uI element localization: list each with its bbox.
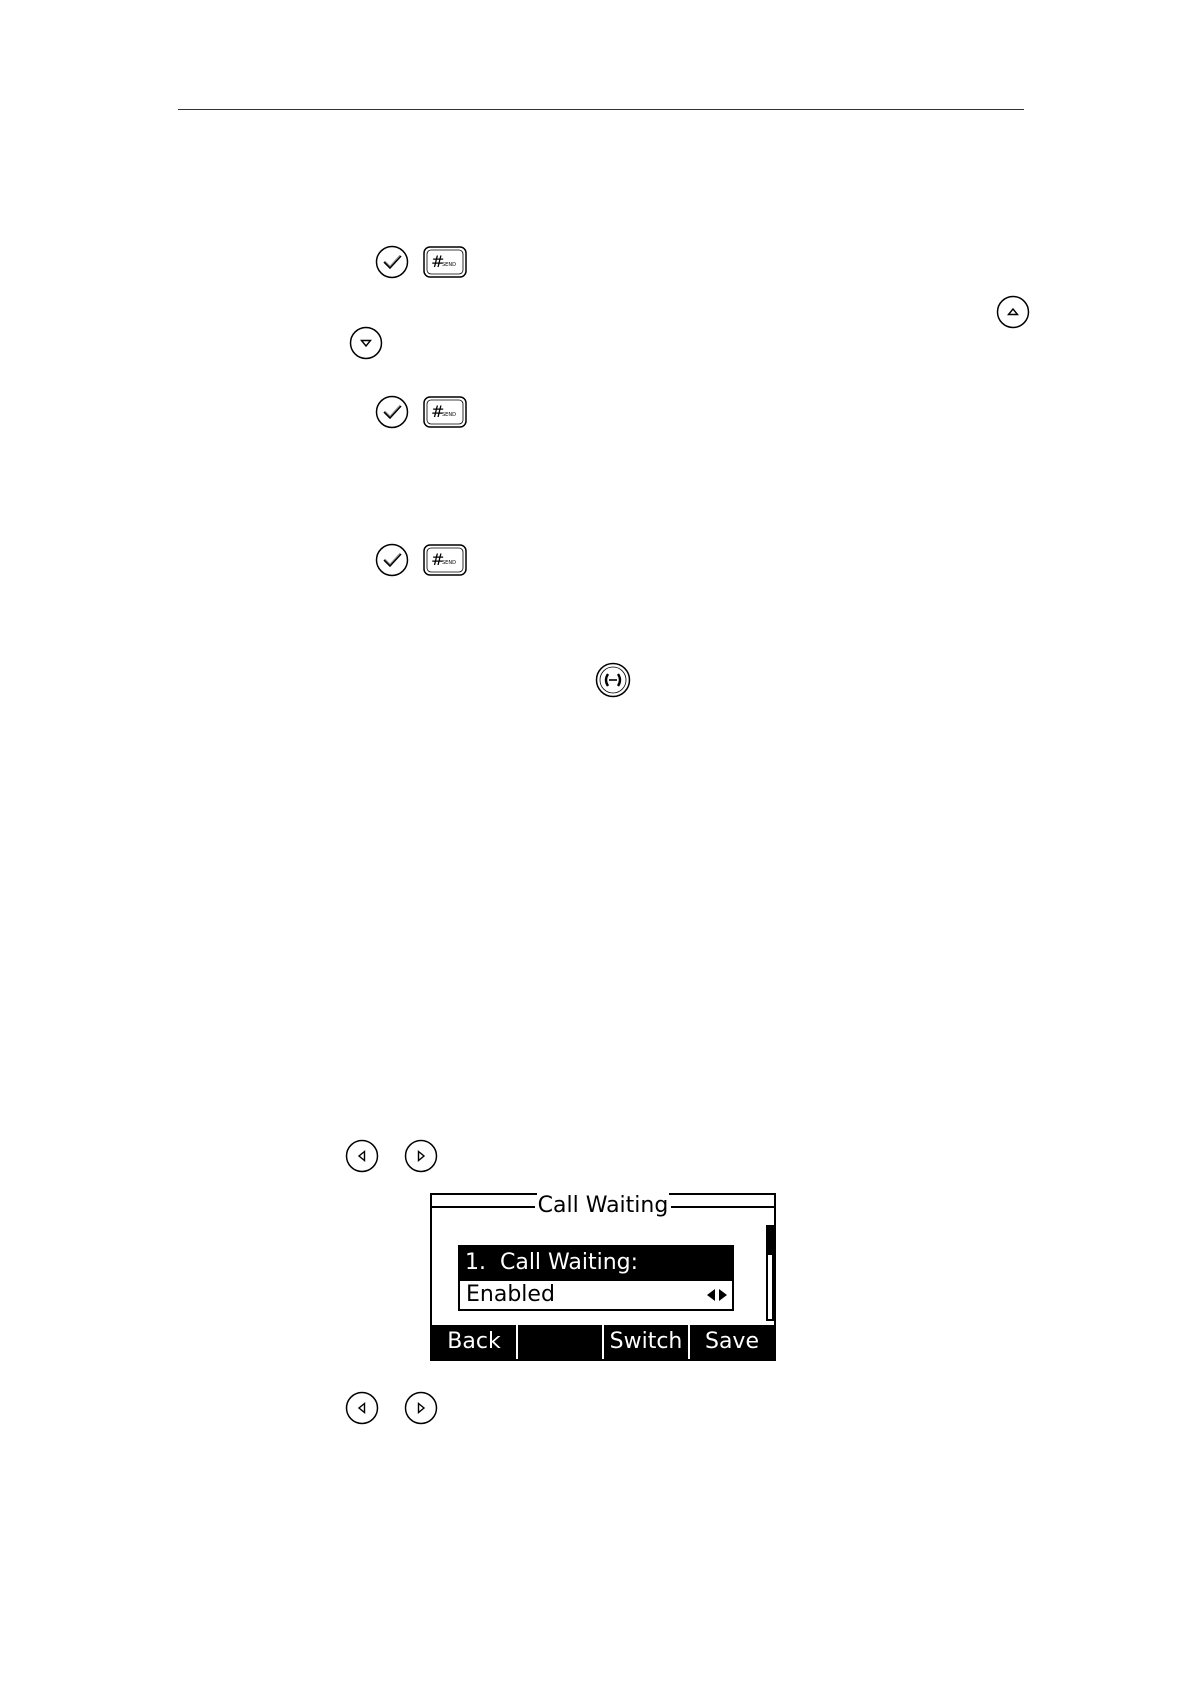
send-key-icon[interactable] (423, 246, 467, 278)
header-rule (178, 109, 1024, 110)
left-key-icon[interactable] (345, 1391, 379, 1425)
lcd-item-label: 1. Call Waiting: (465, 1250, 639, 1275)
lcd-title: Call Waiting (537, 1193, 669, 1218)
left-right-arrows-icon (706, 1288, 728, 1302)
softkey-save[interactable]: Save (704, 1329, 759, 1354)
send-key-icon[interactable] (423, 544, 467, 576)
softkey-back[interactable]: Back (432, 1325, 518, 1359)
svg-text:#: # (431, 252, 445, 271)
ok-key-icon[interactable] (375, 395, 409, 429)
ok-key-icon[interactable] (375, 543, 409, 577)
transfer-key-icon[interactable] (595, 662, 631, 698)
up-key-icon[interactable] (996, 295, 1030, 329)
lcd-softkey-bar (432, 1325, 774, 1359)
lcd-item-value: Enabled (466, 1282, 555, 1307)
right-key-icon[interactable] (404, 1139, 438, 1173)
send-key-label: SEND (442, 560, 456, 566)
lcd-scrollbar[interactable] (766, 1225, 774, 1321)
send-key-label: SEND (442, 262, 456, 268)
right-key-icon[interactable] (404, 1391, 438, 1425)
send-key-icon[interactable] (423, 396, 467, 428)
svg-text:#: # (431, 402, 445, 421)
lcd-selected-item[interactable] (458, 1245, 734, 1281)
svg-text:#: # (431, 550, 445, 569)
phone-lcd-screen (430, 1193, 776, 1361)
lcd-scroll-thumb[interactable] (768, 1227, 772, 1255)
softkey-switch[interactable]: Switch (604, 1325, 690, 1359)
down-key-icon[interactable] (349, 326, 383, 360)
ok-key-icon[interactable] (375, 245, 409, 279)
softkey-empty[interactable] (518, 1325, 604, 1359)
left-key-icon[interactable] (345, 1139, 379, 1173)
send-key-label: SEND (442, 412, 456, 418)
lcd-value-field[interactable] (458, 1279, 734, 1311)
